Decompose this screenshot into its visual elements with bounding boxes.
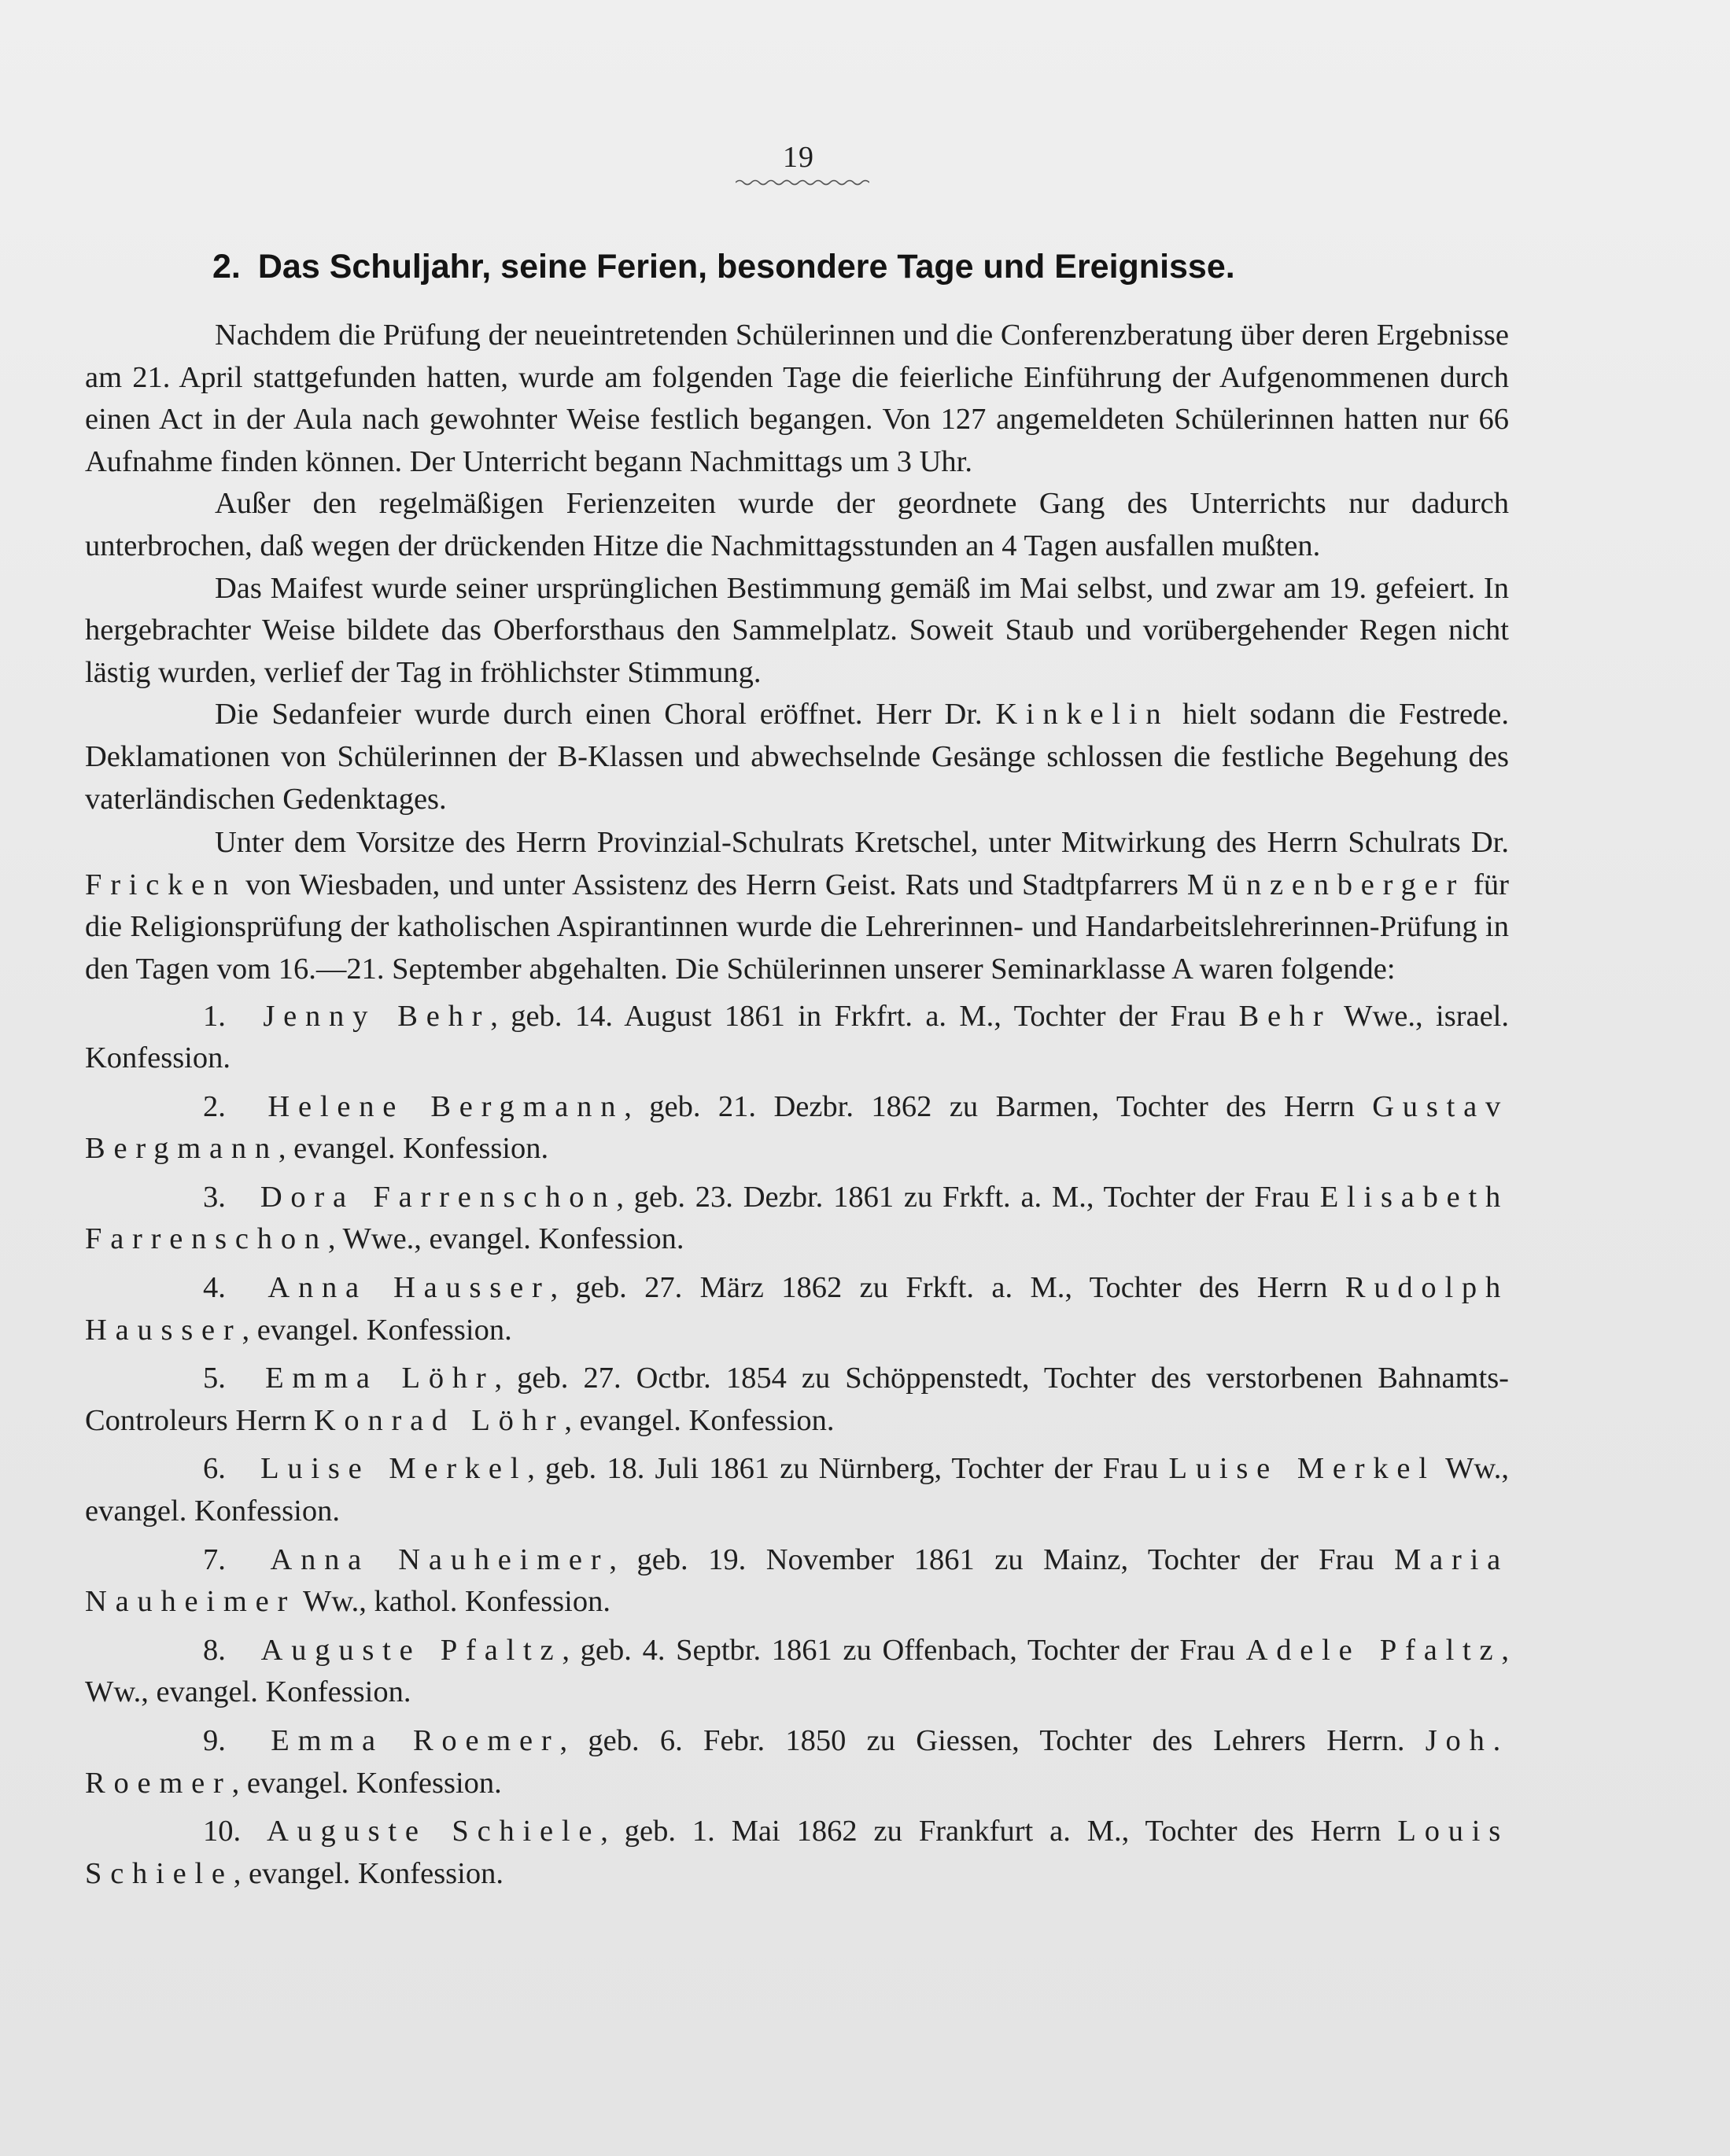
student-details: , geb. 14. August 1861 in Frkfrt. a. M., Tochter der Frau (490, 999, 1239, 1033)
list-item (85, 1811, 1509, 1895)
confession: , evangel. Konfession. (278, 1132, 549, 1166)
body-text (85, 315, 1509, 1901)
list-item (85, 1358, 1509, 1442)
student-name: Anna Nauheimer (270, 1542, 610, 1576)
list-item (85, 1539, 1509, 1623)
parent-name: Rudolph Hausser (85, 1271, 1509, 1347)
student-name: Anna Hausser (267, 1271, 551, 1305)
list-item-number: 1. (203, 999, 226, 1033)
list-item (85, 1448, 1509, 1532)
list-item-number: 4. (203, 1271, 226, 1305)
paragraph-maifest: Das Maifest wurde seiner ursprünglichen Bestimmung gemäß im Mai selbst, und zwar am 19. gefeiert. In hergebrachter Weise bildete das Oberforsthaus den Sammelplatz. Soweit Staub und vorübergehender Regen nicht lästig wurden, verlief der Tag in fröhlichster Stimmung. (85, 571, 1509, 689)
section-title: Das Schuljahr, seine Ferien, besondere Tage und Ereignisse. (257, 248, 1235, 286)
confession: Ww., kathol. Konfession. (296, 1585, 610, 1619)
list-item (85, 1720, 1509, 1804)
list-item-number: 5. (203, 1362, 226, 1395)
paragraph-examination: Unter dem Vorsitze des Herrn Provinzial-Schulrats Kretschel, unter Mitwirkung des Herrn Schulrats Dr. Fricken von Wiesbaden, und unter Assistenz des Herrn Geist. Rats und Stadtpfarrers Münzenberger für die Religionsprüfung der katholischen Aspirantinnen wurde die Lehrerinnen- und Handarbeitslehrerinnen-Prüfung in den Tagen vom 16.—21. September abgehalten. Die Schülerinnen unserer Seminarklasse A waren folgende: (85, 826, 1510, 986)
section-heading (212, 248, 1550, 286)
page-number-ornament (736, 178, 869, 187)
student-name: Auguste Pfaltz (260, 1633, 563, 1667)
list-item (85, 1177, 1509, 1261)
parent-name: Konrad Löhr (313, 1403, 565, 1437)
list-item-number: 7. (203, 1542, 226, 1576)
list-item-number: 9. (203, 1724, 226, 1757)
student-details: , geb. 19. November 1861 zu Mainz, Tochter der Frau (609, 1542, 1395, 1576)
paragraph-holidays: Außer den regelmäßigen Ferienzeiten wurde der geordnete Gang des Unterrichts nur dadurch unterbrochen, daß wegen der drückenden Hitze die Nachmittagsstunden an 4 Tagen ausfallen mußten. (85, 487, 1509, 562)
page-number: 19 (783, 141, 814, 174)
student-name: Jenny Behr (263, 999, 491, 1033)
list-item-number: 10. (203, 1815, 242, 1848)
student-details: , geb. 4. Septbr. 1861 zu Offenbach, Tochter der Frau (562, 1633, 1246, 1667)
paragraph-sedanfeier: Die Sedanfeier wurde durch einen Choral eröffnet. Herr Dr. Kinkelin hielt sodann die Festrede. Deklamationen von Schülerinnen der B-Klassen und abwechselnde Gesänge schlossen die festliche Begehung des vaterländischen Gedenktages. (85, 698, 1510, 816)
parent-name: Elisabeth Farrenschon (85, 1180, 1510, 1256)
student-details: , geb. 1. Mai 1862 zu Frankfurt a. M., Tochter des Herrn (600, 1815, 1398, 1848)
parent-name: Joh. Roemer (85, 1724, 1510, 1800)
student-details: , geb. 6. Febr. 1850 zu Giessen, Tochter des Lehrers Herrn. (559, 1724, 1426, 1757)
list-item (85, 1086, 1509, 1170)
student-details: , geb. 27. Octbr. 1854 zu Schöppenstedt, Tochter des verstorbenen Bahnamts-Controleurs Herrn (85, 1362, 1509, 1437)
list-item (85, 1267, 1509, 1351)
list-item-number: 8. (203, 1633, 226, 1667)
confession: , Ww., evangel. Konfession. (85, 1633, 1510, 1709)
confession: , evangel. Konfession. (233, 1856, 504, 1890)
paragraph-admission: Nachdem die Prüfung der neueintretenden Schülerinnen und die Conferenzberatung über deren Ergebnisse am 21. April stattgefunden hatten, wurde am folgenden Tage die feierliche Einführung der Aufgenommenen durch einen Act in der Aula nach gewohnter Weise festlich begangen. Von 127 angemeldeten Schülerinnen hatten nur 66 Aufnahme finden können. Der Unterricht begann Nachmittags um 3 Uhr. (85, 319, 1509, 478)
student-details: , geb. 27. März 1862 zu Frkft. a. M., Tochter des Herrn (550, 1271, 1345, 1305)
parent-name: Louis Schiele (85, 1815, 1510, 1890)
list-item-number: 2. (203, 1089, 226, 1123)
confession: , evangel. Konfession. (564, 1403, 835, 1437)
student-name: Helene Bergmann (267, 1089, 625, 1123)
person-name: Münzenberger (1186, 868, 1466, 901)
confession: , Wwe., evangel. Konfession. (327, 1222, 684, 1256)
student-name: Emma Roemer (271, 1724, 560, 1757)
parent-name: Luise Merkel (1168, 1452, 1436, 1486)
list-item (85, 996, 1509, 1080)
person-name: Kinkelin (995, 698, 1170, 732)
parent-name: Maria Nauheimer (85, 1542, 1509, 1619)
list-item-number: 3. (203, 1180, 226, 1214)
confession: Ww., evangel. Konfession. (85, 1452, 1509, 1528)
confession: , evangel. Konfession. (231, 1766, 502, 1800)
person-name: Fricken (85, 868, 238, 901)
list-item (85, 1630, 1509, 1714)
student-name: Emma Löhr (265, 1362, 495, 1395)
student-list (85, 996, 1509, 1896)
confession: Wwe., israel. Konfession. (85, 999, 1510, 1075)
student-name: Dora Farrenschon (260, 1180, 617, 1214)
student-details: , geb. 18. Juli 1861 zu Nürnberg, Tochter der Frau (527, 1452, 1169, 1486)
student-details: , geb. 21. Dezbr. 1862 zu Barmen, Tochter des Herrn (624, 1089, 1373, 1123)
student-name: Auguste Schiele (266, 1815, 601, 1848)
list-item-number: 6. (203, 1452, 226, 1486)
section-number: 2. (212, 248, 241, 286)
student-name: Luise Merkel (260, 1452, 528, 1486)
parent-name: Adele Pfaltz (1245, 1633, 1502, 1667)
parent-name: Behr (1238, 999, 1332, 1033)
confession: , evangel. Konfession. (242, 1313, 512, 1347)
parent-name: Gustav Bergmann (85, 1089, 1509, 1166)
student-details: , geb. 23. Dezbr. 1861 zu Frkft. a. M., Tochter der Frau (616, 1180, 1320, 1214)
